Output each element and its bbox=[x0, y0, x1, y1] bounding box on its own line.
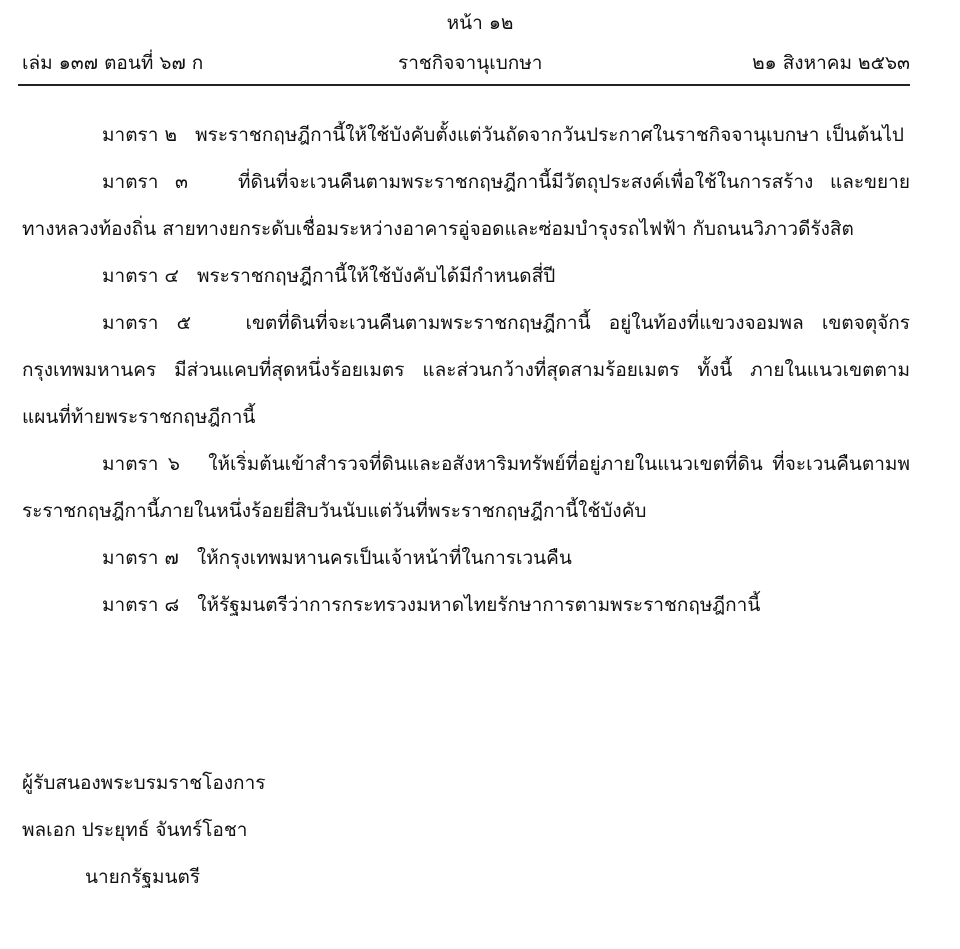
section-text: พระราชกฤษฎีกานี้ให้ใช้บังคับได้มีกำหนดสี่ปี bbox=[196, 265, 556, 287]
gazette-header bbox=[22, 48, 910, 78]
page-number: หน้า ๑๒ bbox=[446, 12, 514, 34]
section-text: พระราชกฤษฎีกานี้ให้ใช้บังคับตั้งแต่วันถัดจากวันประกาศในราชกิจจานุเบกษา เป็นต้นไป bbox=[195, 124, 904, 146]
section-number: มาตรา ๘ bbox=[102, 594, 180, 616]
section-number: มาตรา ๕ bbox=[102, 312, 191, 334]
section-7 bbox=[22, 535, 910, 582]
signatory-position: นายกรัฐมนตรี bbox=[85, 866, 201, 888]
header-divider bbox=[18, 84, 910, 86]
section-number: มาตรา ๖ bbox=[102, 453, 180, 475]
publication-date: ๒๑ สิงหาคม ๒๕๖๓ bbox=[752, 52, 910, 74]
section-5 bbox=[22, 300, 910, 441]
decree-body bbox=[22, 112, 910, 629]
section-4 bbox=[22, 253, 910, 300]
section-6 bbox=[22, 441, 910, 535]
section-number: มาตรา ๓ bbox=[102, 171, 189, 193]
section-text: เขตที่ดินที่จะเวนคืนตามพระราชกฤษฎีกานี้ อยู่ในท้องที่แขวงจอมพล เขตจตุจักร กรุงเทพมหานคร มีส่วนแคบที่สุดหนึ่งร้อยเมตร และส่วนกว้างที่สุดสามร้อยเมตร ทั้งนี้ ภายในแนวเขตตามแผนที่ท้ายพระราชกฤษฎีกานี้ bbox=[22, 312, 911, 428]
section-text: ให้กรุงเทพมหานครเป็นเจ้าหน้าที่ในการเวนคืน bbox=[196, 547, 572, 569]
section-number: มาตรา ๔ bbox=[102, 265, 179, 287]
publication-title: ราชกิจจานุเบกษา bbox=[398, 52, 543, 74]
signature-block bbox=[22, 760, 265, 901]
section-number: มาตรา ๒ bbox=[102, 124, 177, 146]
section-number: มาตรา ๗ bbox=[102, 547, 179, 569]
signatory-name: พลเอก ประยุทธ์ จันทร์โอชา bbox=[22, 819, 248, 841]
section-text: ที่ดินที่จะเวนคืนตามพระราชกฤษฎีกานี้มีวัตถุประสงค์เพื่อใช้ในการสร้าง และขยายทางหลวงท้องถิ่น สายทางยกระดับเชื่อมระหว่างอาคารอู่จอดและซ่อมบำรุงรถไฟฟ้า กับถนนวิภาวดีรังสิต bbox=[22, 171, 910, 240]
volume-info: เล่ม ๑๓๗ ตอนที่ ๖๗ ก bbox=[22, 52, 204, 74]
section-text: ให้รัฐมนตรีว่าการกระทรวงมหาดไทยรักษาการตามพระราชกฤษฎีกานี้ bbox=[197, 594, 761, 616]
countersign-label: ผู้รับสนองพระบรมราชโองการ bbox=[22, 772, 266, 794]
section-3 bbox=[22, 159, 910, 253]
section-2 bbox=[22, 112, 910, 159]
section-text: ให้เริ่มต้นเข้าสำรวจที่ดินและอสังหาริมทรัพย์ที่อยู่ภายในแนวเขตที่ดิน ที่จะเวนคืนตามพระราชกฤษฎีกานี้ภายในหนึ่งร้อยยี่สิบวันนับแต่วันที่พระราชกฤษฎีกานี้ใช้บังคับ bbox=[22, 453, 910, 522]
section-8 bbox=[22, 582, 910, 629]
